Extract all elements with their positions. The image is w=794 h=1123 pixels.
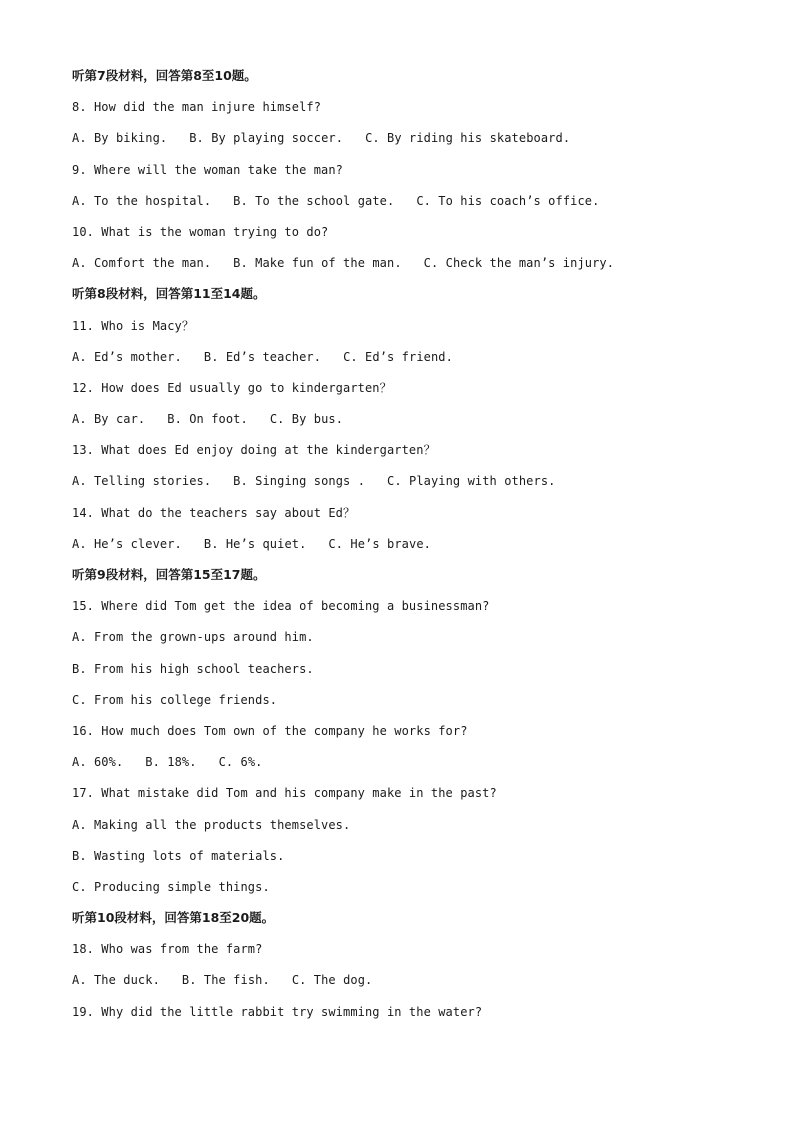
options-row — [72, 536, 762, 567]
section-heading: 听第8段材料，回答第11至14题。 — [72, 286, 266, 302]
question-text: 9. Where will the woman take the man? — [72, 162, 344, 177]
option-a: A. Ed’s mother. — [72, 349, 182, 364]
option-c: C. 6%. — [218, 755, 263, 770]
document-page — [72, 68, 762, 1035]
options-row — [72, 754, 762, 785]
options-row — [72, 349, 762, 380]
option-b: B. From his high school teachers. — [72, 661, 314, 676]
question-text: 8. How did the man injure himself? — [72, 100, 322, 115]
option-a: A. Telling stories. — [72, 474, 212, 489]
section-heading: 听第10段材料，回答第18至20题。 — [72, 910, 275, 926]
option-b: B. Wasting lots of materials. — [72, 848, 285, 863]
options-row — [72, 130, 762, 161]
question-text: 10. What is the woman trying to do? — [72, 224, 329, 239]
option-a: A. By biking. — [72, 131, 168, 146]
option-c: C. To his coach’s office. — [416, 193, 600, 208]
option-b: B. 18%. — [145, 755, 197, 770]
options-row — [72, 473, 762, 504]
option-c: C. By riding his skateboard. — [365, 131, 571, 146]
option-a: A. The duck. — [72, 973, 160, 988]
option-b: B. By playing soccer. — [189, 131, 344, 146]
question-text: 15. Where did Tom get the idea of becoming a businessman? — [72, 599, 490, 614]
section-heading: 听第7段材料，回答第8至10题。 — [72, 68, 257, 83]
question-text: 11. Who is Macy？ — [72, 318, 194, 333]
section-heading: 听第9段材料，回答第15至17题。 — [72, 567, 266, 582]
option-b: B. On foot. — [167, 412, 248, 427]
option-c: C. By bus. — [269, 412, 344, 427]
question-text: 13. What does Ed enjoy doing at the kindergarten？ — [72, 443, 436, 458]
option-b: B. Make fun of the man. — [233, 256, 402, 271]
options-row — [72, 972, 762, 1003]
option-a: A. Making all the products themselves. — [72, 817, 351, 832]
question-text: 17. What mistake did Tom and his company make in the past? — [72, 786, 497, 801]
option-c: C. The dog. — [291, 973, 373, 988]
options-row — [72, 411, 762, 442]
option-b: B. Ed’s teacher. — [203, 349, 322, 364]
option-a: A. From the grown-ups around him. — [72, 630, 314, 645]
option-c: C. From his college friends. — [72, 692, 278, 707]
option-a: A. He’s clever. — [72, 536, 182, 551]
question-text: 16. How much does Tom own of the company he works for? — [72, 723, 468, 738]
question-text: 19. Why did the little rabbit try swimming in the water? — [72, 1004, 483, 1019]
option-b: B. Singing songs . — [233, 474, 366, 489]
options-row — [72, 193, 762, 224]
option-b: B. He’s quiet. — [203, 536, 307, 551]
option-c: C. Playing with others. — [387, 474, 556, 489]
question-text: 18. Who was from the farm? — [72, 942, 263, 957]
option-c: C. Producing simple things. — [72, 879, 270, 894]
option-a: A. 60%. — [72, 755, 124, 770]
option-b: B. The fish. — [181, 973, 270, 988]
question-text: 14. What do the teachers say about Ed？ — [72, 505, 356, 520]
options-row — [72, 255, 762, 286]
option-a: A. Comfort the man. — [72, 256, 212, 271]
option-c: C. Ed’s friend. — [343, 349, 453, 364]
option-c: C. He’s brave. — [328, 536, 431, 551]
question-text: 12. How does Ed usually go to kindergarten？ — [72, 380, 392, 395]
option-a: A. By car. — [72, 412, 146, 427]
option-c: C. Check the man’s injury. — [423, 256, 615, 271]
option-b: B. To the school gate. — [233, 193, 395, 208]
option-a: A. To the hospital. — [72, 193, 212, 208]
